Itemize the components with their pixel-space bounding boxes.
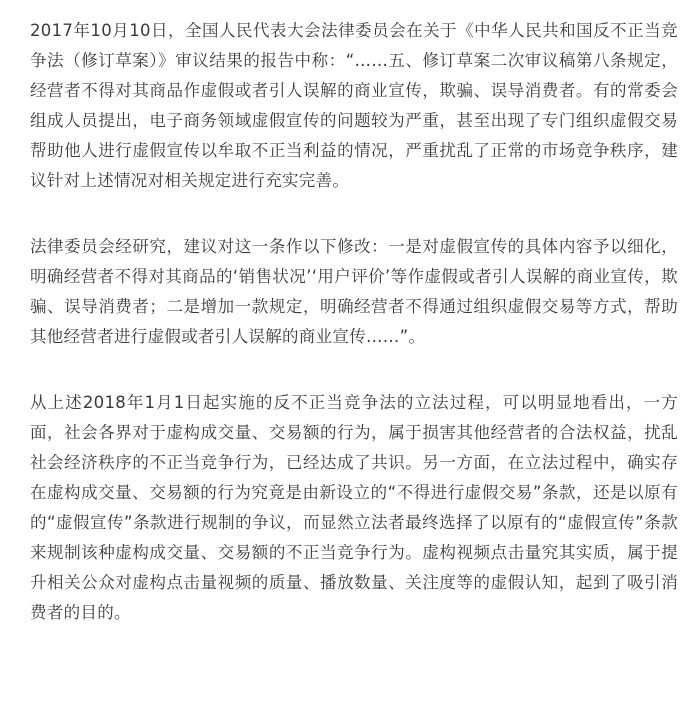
article-body	[30, 16, 678, 628]
paragraph-committee-proposal: 法律委员会经研究，建议对这一条作以下修改：一是对虚假宣传的具体内容予以细化，明确经营者不得对其商品的‘销售状况’‘用户评价’等作虚假或者引人误解的商业宣传，欺骗、误导消费者；二是增加一款规定，明确经营者不得通过组织虚假交易等方式，帮助其他经营者进行虚假或者引人误解的商业宣传……”。	[30, 237, 678, 346]
paragraph-legislative-report: 2017年10月10日，全国人民代表大会法律委员会在关于《中华人民共和国反不正当竞争法（修订草案）》审议结果的报告中称：“……五、修订草案二次审议稿第八条规定，经营者不得对其商品作虚假或者引人误解的商业宣传，欺骗、误导消费者。有的常委会组成人员提出，电子商务领域虚假宣传的问题较为严重，甚至出现了专门组织虚假交易帮助他人进行虚假宣传以牟取不正当利益的情况，严重扰乱了正常的市场竞争秩序，建议针对上述情况对相关规定进行充实完善。	[30, 21, 678, 190]
paragraph-analysis: 从上述2018年1月1日起实施的反不正当竞争法的立法过程，可以明显地看出，一方面，社会各界对于虚构成交量、交易额的行为，属于损害其他经营者的合法权益，扰乱社会经济秩序的不正当竞争行为，已经达成了共识。另一方面，在立法过程中，确实存在虚构成交量、交易额的行为究竟是由新设立的“不得进行虚假交易”条款，还是以原有的“虚假宣传”条款进行规制的争议，而显然立法者最终选择了以原有的“虚假宣传”条款来规制该种虚构成交量、交易额的不正当竞争行为。虚构视频点击量究其实质，属于提升相关公众对虚构点击量视频的质量、播放数量、关注度等的虚假认知，起到了吸引消费者的目的。	[30, 393, 678, 622]
